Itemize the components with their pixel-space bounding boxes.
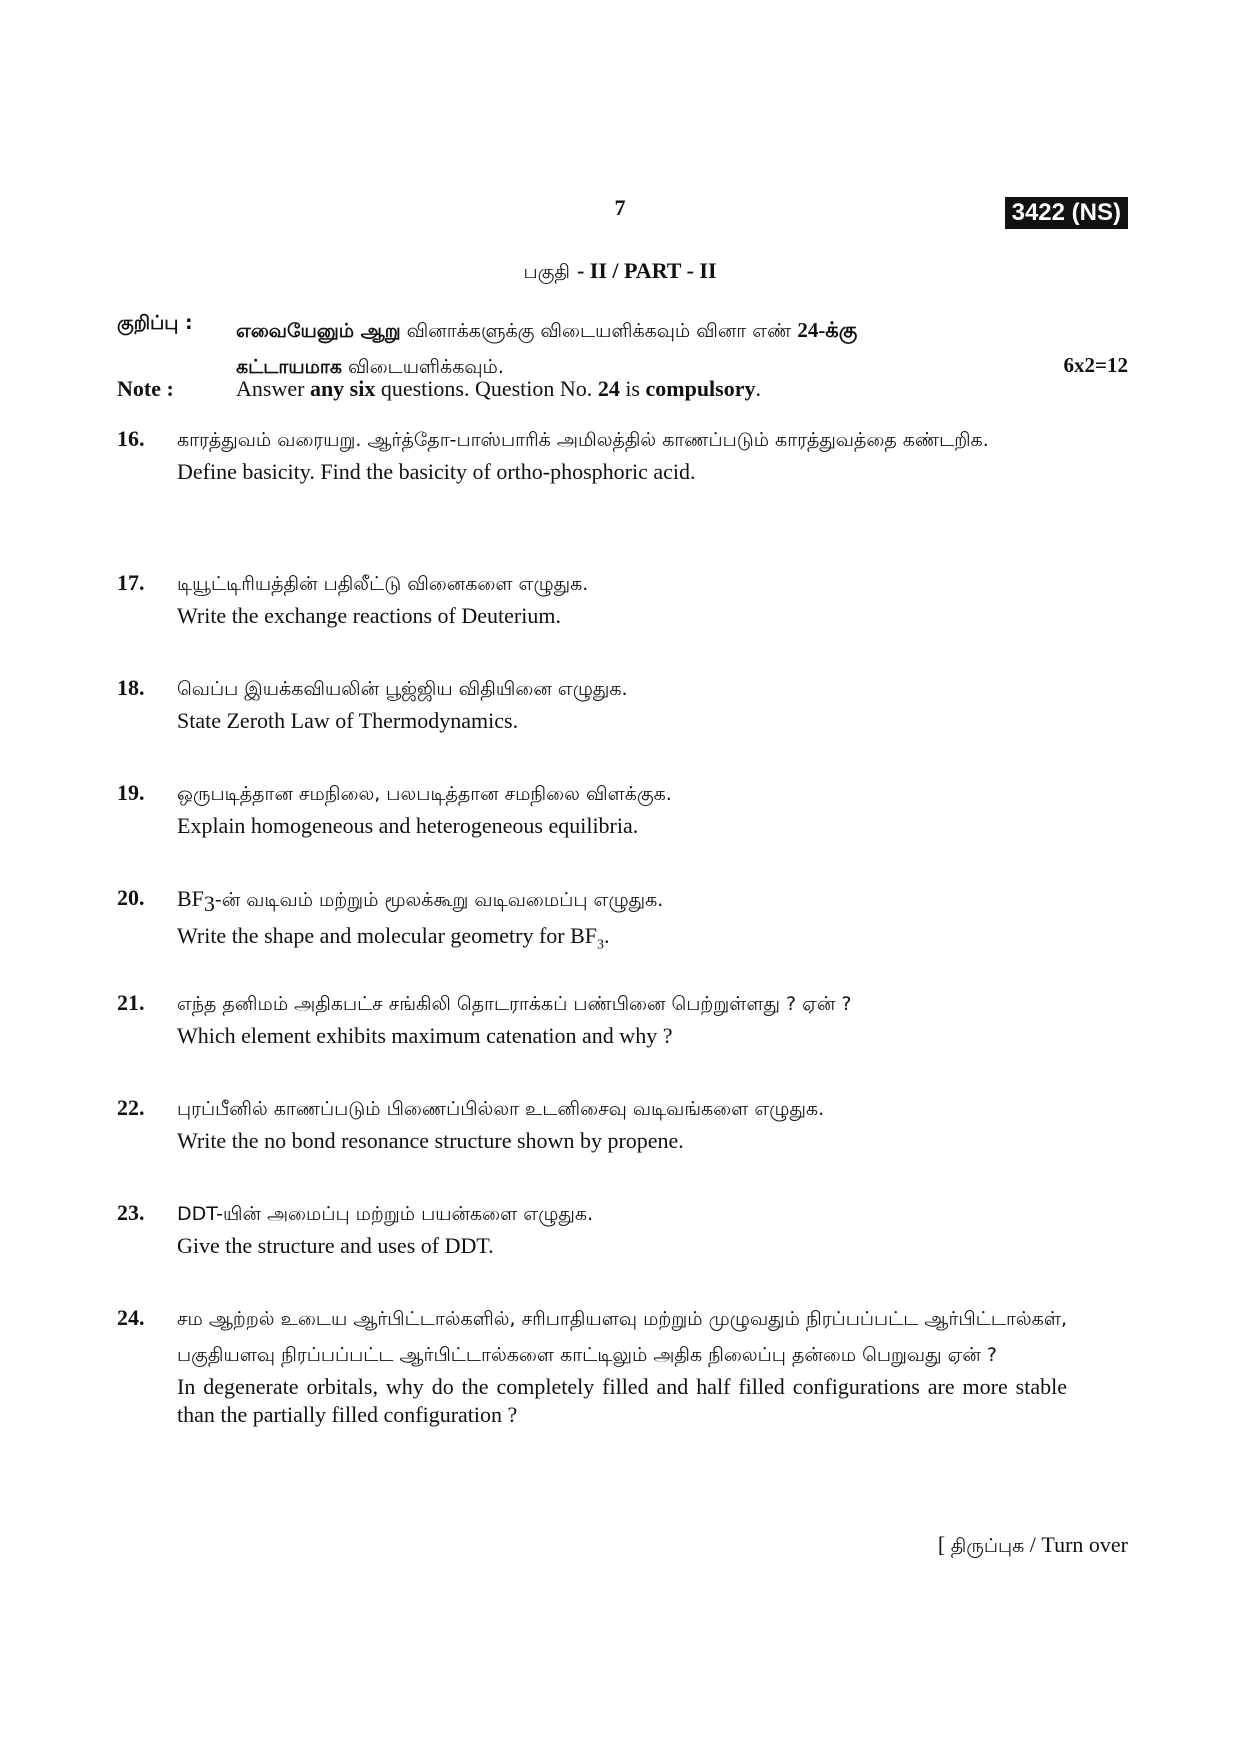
note-english xyxy=(236,376,1096,402)
question-english-end: . xyxy=(604,922,610,948)
note-english-text-3: is xyxy=(619,376,646,401)
page-number: 7 xyxy=(614,195,626,220)
note-label-english: Note : xyxy=(117,376,174,401)
note-english-bold-3: compulsory xyxy=(645,376,756,401)
footer-bracket: [ xyxy=(937,1532,951,1557)
footer-tamil: திருப்புக xyxy=(950,1535,1025,1557)
question-tamil: வெப்ப இயக்கவியலின் பூஜ்ஜிய விதியினை எழுதுக. xyxy=(177,678,628,700)
formula-bf: BF xyxy=(177,886,204,911)
note-label-tamil: குறிப்பு : xyxy=(117,312,193,334)
question-english: Define basicity. Find the basicity of ortho-phosphoric acid. xyxy=(177,459,696,484)
question-number: 22. xyxy=(117,1095,145,1120)
part-heading xyxy=(0,258,1240,286)
footer-english: / Turn over xyxy=(1024,1532,1128,1557)
question-english: State Zeroth Law of Thermodynamics. xyxy=(177,708,519,733)
question-number: 23. xyxy=(117,1200,145,1225)
question-english xyxy=(177,922,1067,959)
question-english: Explain homogeneous and heterogeneous equilibria. xyxy=(177,813,639,838)
question-tamil: டியூட்டிரியத்தின் பதிலீட்டு வினைகளை எழுதுக. xyxy=(177,573,589,595)
question-english: Give the structure and uses of DDT. xyxy=(177,1233,494,1258)
question-17 xyxy=(117,566,1067,630)
question-english: In degenerate orbitals, why do the completely filled and half filled configurations are more stable than the partially filled configuration ? xyxy=(177,1374,1067,1427)
question-tamil: புரப்பீனில் காணப்படும் பிணைப்பில்லா உடனிசைவு வடிவங்களை எழுதுக. xyxy=(177,1098,825,1120)
note-english-bold-1: any six xyxy=(309,376,376,401)
question-20 xyxy=(117,881,1067,959)
note-tamil-bold-compulsory: கட்டாயமாக xyxy=(236,356,342,378)
part-heading-english: - II / PART - II xyxy=(576,258,717,283)
question-english: Write the exchange reactions of Deuterium. xyxy=(177,603,561,628)
question-number: 18. xyxy=(117,675,145,700)
question-16 xyxy=(117,422,1067,486)
question-tamil xyxy=(177,881,1067,922)
question-english-text: Write the shape and molecular geometry for BF xyxy=(177,922,598,948)
note-tamil xyxy=(236,312,1066,385)
question-number: 21. xyxy=(117,990,145,1015)
question-tamil: எந்த தனிமம் அதிகபட்ச சங்கிலி தொடராக்கப் பண்பினை பெற்றுள்ளது ? ஏன் ? xyxy=(177,993,852,1015)
question-tamil: ஒருபடித்தான சமநிலை, பலபடித்தான சமநிலை விளக்குக. xyxy=(177,783,672,805)
note-tamil-bold-q24: 24-க்கு xyxy=(797,318,858,342)
question-number: 19. xyxy=(117,780,145,805)
question-tamil: காரத்துவம் வரையறு. ஆர்த்தோ-பாஸ்பாரிக் அமிலத்தில் காணப்படும் காரத்துவத்தை கண்டறிக. xyxy=(177,429,989,451)
question-number: 24. xyxy=(117,1305,145,1330)
turn-over-footer xyxy=(938,1532,1128,1560)
note-english-bold-2: 24 xyxy=(597,376,620,401)
question-tamil: சம ஆற்றல் உடைய ஆர்பிட்டால்களில், சரிபாதியளவு மற்றும் முழுவதும் நிரப்பப்பட்ட ஆர்பிட்டால்கள், பகுதியளவு நிரப்பப்பட்ட ஆர்பிட்டால்களை காட்டிலும் அதிக நிலைப்பு தன்மை பெறுவது ஏன் ? xyxy=(177,1308,1067,1366)
note-tamil-bold-any-six: எவையேனும் ஆறு xyxy=(236,320,401,342)
question-tamil-text: -ன் வடிவம் மற்றும் மூலக்கூறு வடிவமைப்பு எழுதுக. xyxy=(214,889,664,911)
note-english-text-2: questions. Question No. xyxy=(375,376,598,401)
question-23 xyxy=(117,1196,1067,1260)
note-english-text-1: Answer xyxy=(236,376,310,401)
part-heading-tamil: பகுதி xyxy=(523,261,570,283)
formula-subscript: 3 xyxy=(597,937,605,953)
paper-code-badge: 3422 (NS) xyxy=(1005,197,1128,229)
question-24 xyxy=(117,1301,1067,1429)
note-tamil-text: வினாக்களுக்கு விடையளிக்கவும் வினா எண் xyxy=(400,320,798,342)
question-english: Which element exhibits maximum catenation and why ? xyxy=(177,1023,673,1048)
note-english-text-4: . xyxy=(755,376,761,401)
question-21 xyxy=(117,986,1067,1050)
formula-subscript: 3 xyxy=(203,890,215,916)
question-number: 20. xyxy=(117,885,145,910)
question-english: Write the no bond resonance structure shown by propene. xyxy=(177,1128,684,1153)
question-tamil: DDT-யின் அமைப்பு மற்றும் பயன்களை எழுதுக. xyxy=(177,1203,594,1225)
marks-allocation: 6x2=12 xyxy=(1063,353,1128,377)
question-number: 17. xyxy=(117,570,145,595)
question-18 xyxy=(117,671,1067,735)
question-22 xyxy=(117,1091,1067,1155)
note-tamil-line2: விடையளிக்கவும். xyxy=(341,356,504,378)
question-number: 16. xyxy=(117,426,145,451)
question-19 xyxy=(117,776,1067,840)
